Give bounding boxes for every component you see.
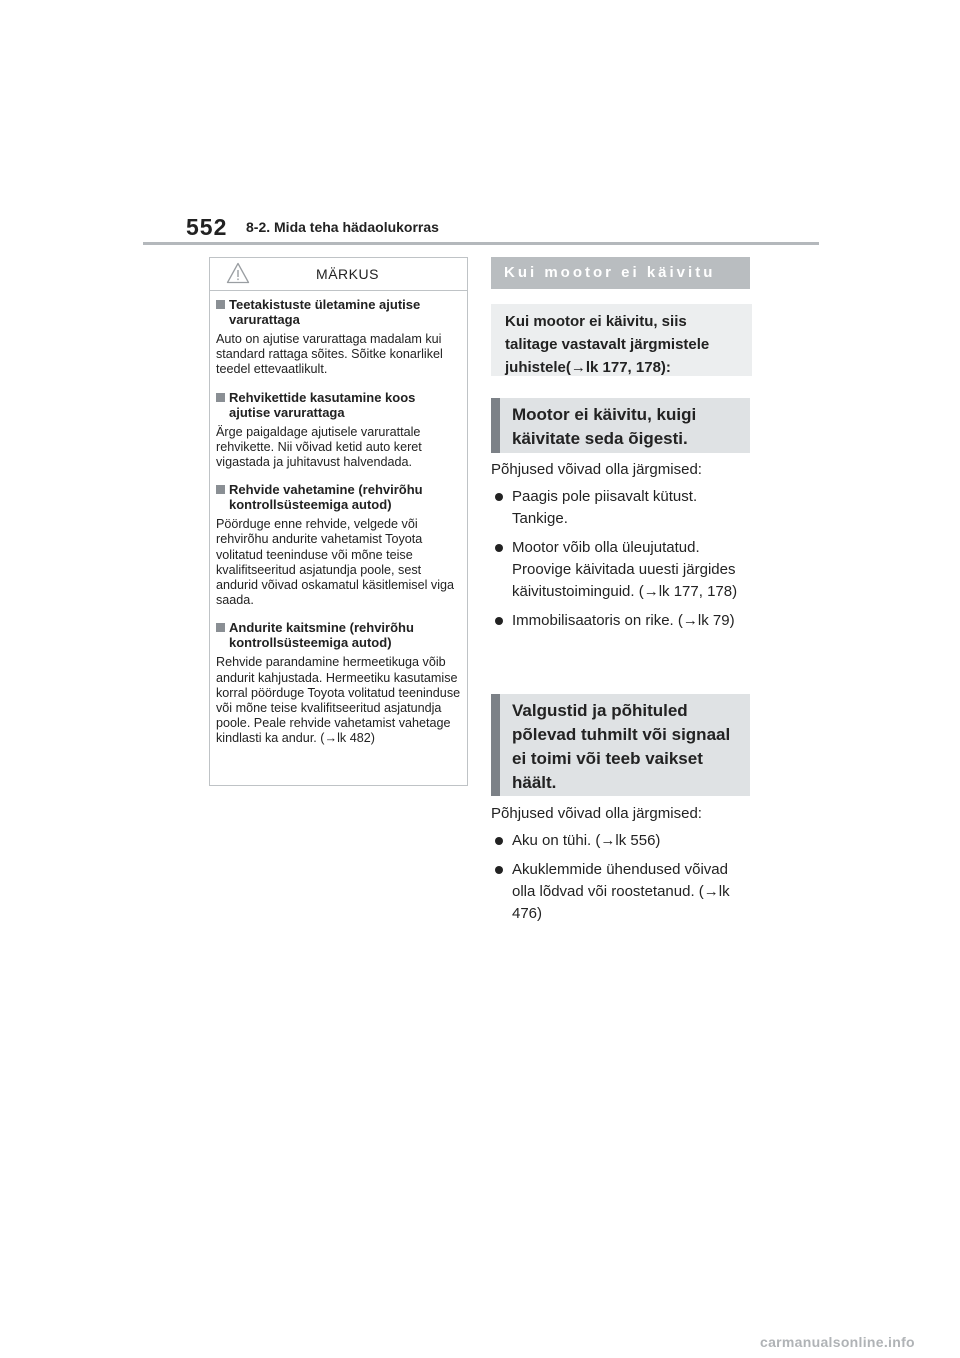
header-divider xyxy=(143,242,819,245)
subsection-heading: Mootor ei käivitu, kuigi käivitate seda õigesti. xyxy=(491,398,750,453)
list-item: Mootor võib olla üleujutatud. Proovige käivitada uuesti järgides käivitustoiminguid. (→lk 177, 178) xyxy=(491,537,750,603)
cause-list xyxy=(491,486,750,639)
caution-item-text: Ärge paigaldage ajutisele varurattale rehvikette. Nii võivad ketid auto keret vigastada ja juhitavust halvendada. xyxy=(216,424,422,470)
bullet-icon xyxy=(495,544,503,552)
caution-item xyxy=(216,620,461,746)
watermark: carmanualsonline.info xyxy=(760,1334,915,1350)
list-item: Paagis pole piisavalt kütust. Tankige. xyxy=(491,486,750,530)
lead-text: Põhjused võivad olla järgmised: xyxy=(491,461,702,478)
caution-body xyxy=(210,291,467,747)
lead-text: Põhjused võivad olla järgmised: xyxy=(491,805,702,822)
caution-item-heading: Teetakistuste ületamine ajutise varurattaga xyxy=(229,297,421,327)
square-bullet-icon xyxy=(216,485,225,494)
bullet-icon xyxy=(495,837,503,845)
caution-item xyxy=(216,482,461,608)
caution-header xyxy=(210,258,467,291)
caution-item-heading: Andurite kaitsmine (rehvirõhu kontrollsüsteemiga autod) xyxy=(229,620,414,651)
bullet-icon xyxy=(495,493,503,501)
page-number: 552 xyxy=(186,214,228,240)
caution-item xyxy=(216,297,461,378)
caution-item-heading: Rehvikettide kasutamine koos ajutise varurattaga xyxy=(229,389,416,420)
warning-triangle-icon xyxy=(226,262,250,284)
caution-item-heading: Rehvide vahetamine (rehvirõhu kontrollsüsteemiga autod) xyxy=(229,482,423,513)
cause-list xyxy=(491,830,750,932)
caution-item-text: Pöörduge enne rehvide, velgede või rehvirõhu andurite vahetamist Toyota volitatud teeninduse või mõne teise kvalifitseeritud asjatundja poole, sest andurid võivad oskamatul käsitlemisel viga saada. xyxy=(216,517,454,608)
caution-title: MÄRKUS xyxy=(316,266,379,282)
section-title: 8-2. Mida teha hädaolukorras xyxy=(246,219,439,235)
list-item: Akuklemmide ühendused võivad olla lõdvad või roostetanud. (→lk 476) xyxy=(491,859,750,925)
list-item: Aku on tühi. (→lk 556) xyxy=(491,830,750,852)
square-bullet-icon xyxy=(216,300,225,309)
caution-item-text: Rehvide parandamine hermeetikuga võib andurit kahjustada. Hermeetiku kasutamise korral pöörduge Toyota volitatud teeninduse või mõne teise kvalifitseeritud asjatundja poole. Peale rehvide vahetamist vahetage kindlasti ka andur. (→lk 482) xyxy=(216,655,461,746)
list-item: Immobilisaatoris on rike. (→lk 79) xyxy=(491,610,750,632)
page-header xyxy=(0,0,960,250)
intro-box: Kui mootor ei käivitu, siis talitage vastavalt järgmistele juhistele(→lk 177, 178): xyxy=(491,304,752,376)
caution-box xyxy=(209,257,468,786)
caution-item xyxy=(216,390,461,471)
square-bullet-icon xyxy=(216,623,225,632)
caution-item-text: Auto on ajutise varurattaga madalam kui standard rattaga sõites. Sõitke konarlikel teedel ettevaatlikult. xyxy=(216,332,443,377)
section-banner: Kui mootor ei käivitu xyxy=(491,257,750,289)
bullet-icon xyxy=(495,617,503,625)
bullet-icon xyxy=(495,866,503,874)
square-bullet-icon xyxy=(216,393,225,402)
subsection-heading: Valgustid ja põhituled põlevad tuhmilt või signaal ei toimi või teeb vaikset häält. xyxy=(491,694,750,796)
